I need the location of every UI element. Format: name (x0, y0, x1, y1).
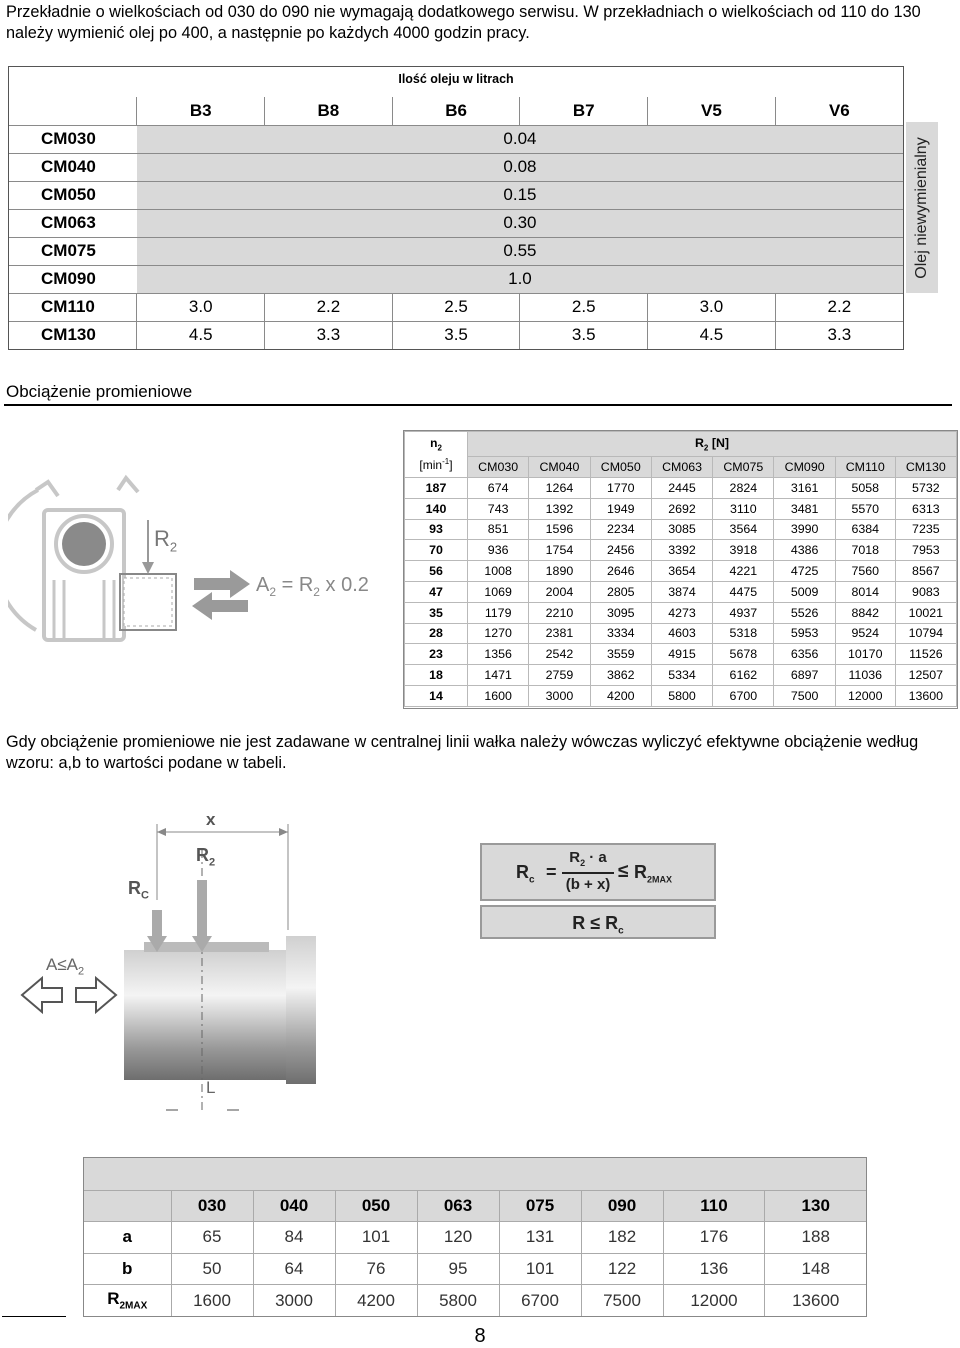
load-check-formula (480, 905, 716, 939)
oil-row (9, 125, 903, 153)
radial-value: 1754 (529, 540, 590, 561)
gearbox-radial-load-drawing (8, 470, 388, 650)
radial-row-speed: 47 (405, 581, 468, 602)
radial-value: 2445 (651, 478, 712, 499)
radial-value: 3564 (713, 519, 774, 540)
radial-value: 2234 (590, 519, 651, 540)
radial-value: 7560 (835, 561, 895, 582)
radial-value: 5800 (651, 685, 712, 706)
oil-value: 3.3 (775, 321, 903, 349)
radial-value: 7235 (895, 519, 956, 540)
oil-merged-value: 1.0 (137, 265, 903, 293)
radial-value: 5058 (835, 478, 895, 499)
oil-col-header: B6 (392, 97, 520, 125)
radial-value: 10170 (835, 644, 895, 665)
oil-row-label: CM075 (9, 237, 137, 265)
dim-col-header: 040 (253, 1190, 335, 1222)
radial-col-header: CM063 (651, 457, 712, 478)
dim-value: 122 (581, 1253, 663, 1285)
radial-value: 4386 (774, 540, 835, 561)
radial-value: 10021 (895, 602, 956, 623)
radial-value: 5009 (774, 581, 835, 602)
radial-row-speed: 70 (405, 540, 468, 561)
radial-value: 4475 (713, 581, 774, 602)
radial-value: 3918 (713, 540, 774, 561)
x-dimension-label: x (206, 810, 216, 829)
radial-value: 3334 (590, 623, 651, 644)
section-divider (4, 404, 952, 406)
oil-row-label: CM030 (9, 125, 137, 153)
oil-grid (9, 97, 903, 349)
oil-row-label: CM090 (9, 265, 137, 293)
dim-blank-cell (84, 1158, 866, 1190)
radial-col-header: CM040 (529, 457, 590, 478)
formula-denominator: (b + x) (565, 876, 611, 893)
radial-value: 5732 (895, 478, 956, 499)
dim-value: 101 (335, 1222, 417, 1254)
dim-header-row (84, 1190, 866, 1222)
radial-value: 1770 (590, 478, 651, 499)
radial-value: 1008 (468, 561, 529, 582)
radial-value: 4200 (590, 685, 651, 706)
radial-value: 3862 (590, 665, 651, 686)
radial-value: 1069 (468, 581, 529, 602)
oil-row-label: CM040 (9, 153, 137, 181)
dim-value: 101 (499, 1253, 581, 1285)
oil-col-header: V5 (648, 97, 776, 125)
radial-value: 8014 (835, 581, 895, 602)
dim-row-label: a (84, 1222, 171, 1254)
radial-value: 2210 (529, 602, 590, 623)
radial-value: 2456 (590, 540, 651, 561)
footnote-rule (2, 1316, 66, 1317)
formula-le: ≤ (618, 861, 629, 882)
load-check-text: $R \le R_c$ (572, 913, 624, 937)
oil-merged-value: 0.55 (137, 237, 903, 265)
oil-row-label: CM130 (41, 325, 96, 345)
radial-row (405, 685, 957, 706)
dim-value: 131 (499, 1222, 581, 1254)
radial-col-header: CM030 (468, 457, 529, 478)
dim-value: 3000 (253, 1285, 335, 1317)
radial-row-speed: 93 (405, 519, 468, 540)
effective-load-formula (480, 843, 716, 901)
oil-table-caption: Ilość oleju w litrach (398, 72, 514, 86)
radial-col-header: CM110 (835, 457, 895, 478)
radial-value: 6162 (713, 665, 774, 686)
radial-value: 5526 (774, 602, 835, 623)
radial-row (405, 478, 957, 499)
radial-value: 1392 (529, 498, 590, 519)
radial-columns-row (405, 457, 957, 478)
oil-value: 4.5 (137, 321, 265, 349)
fraction-bar (562, 872, 614, 874)
axial-limit-label: $A\le A_2$ (46, 955, 85, 978)
dim-value: 65 (171, 1222, 253, 1254)
radial-row (405, 561, 957, 582)
radial-value: 7953 (895, 540, 956, 561)
oil-row (9, 153, 903, 181)
radial-value: 1949 (590, 498, 651, 519)
radial-value: 5318 (713, 623, 774, 644)
radial-col-header: CM075 (713, 457, 774, 478)
radial-row-speed: 28 (405, 623, 468, 644)
radial-row-speed: 35 (405, 602, 468, 623)
radial-row (405, 644, 957, 665)
radial-value: 3110 (713, 498, 774, 519)
oil-quantity-table (8, 66, 904, 350)
dim-value: 148 (765, 1253, 866, 1285)
dim-value: 120 (417, 1222, 499, 1254)
radial-value: 4273 (651, 602, 712, 623)
page-number: 8 (474, 1325, 486, 1347)
section-title: Obciążenie promieniowe (6, 382, 193, 401)
radial-value: 4221 (713, 561, 774, 582)
radial-value: 3000 (529, 685, 590, 706)
radial-value: 1596 (529, 519, 590, 540)
oil-value: 2.2 (775, 293, 903, 321)
oil-merged-value: 0.04 (137, 125, 903, 153)
radial-value: 936 (468, 540, 529, 561)
radial-value: 851 (468, 519, 529, 540)
dim-value: 13600 (792, 1290, 840, 1310)
radial-row-speed: 23 (405, 644, 468, 665)
dim-row-label: b (84, 1253, 171, 1285)
radial-value: 3095 (590, 602, 651, 623)
radial-row (405, 623, 957, 644)
formula-numerator: $R_2 \cdot a$ (569, 849, 607, 868)
dim-col-header: 075 (499, 1190, 581, 1222)
oil-row-label: CM063 (9, 209, 137, 237)
radial-row-speed: 14 (405, 685, 468, 706)
dim-col-header: 030 (171, 1190, 253, 1222)
dim-col-header: 090 (581, 1190, 663, 1222)
l-dimension-label: L (206, 1078, 216, 1097)
oil-value: 3.5 (392, 321, 520, 349)
dim-value: 7500 (581, 1285, 663, 1317)
dim-col-header: 063 (417, 1190, 499, 1222)
radial-load-table (403, 430, 958, 709)
oil-row-label: CM050 (9, 181, 137, 209)
radial-row (405, 519, 957, 540)
dim-value: 176 (663, 1222, 765, 1254)
radial-value: 9524 (835, 623, 895, 644)
radial-value: 1890 (529, 561, 590, 582)
oil-col-header: B3 (137, 97, 265, 125)
radial-value: 2542 (529, 644, 590, 665)
radial-row-speed: 140 (405, 498, 468, 519)
oil-value: 3.5 (520, 321, 648, 349)
r2-force-label: $R_2$ (196, 845, 216, 869)
oil-row (9, 237, 903, 265)
radial-col-header: CM130 (895, 457, 956, 478)
dim-value: 1600 (171, 1285, 253, 1317)
oil-col-header: B7 (520, 97, 648, 125)
dim-value: 12000 (663, 1285, 765, 1317)
radial-value: 9083 (895, 581, 956, 602)
radial-value: 4725 (774, 561, 835, 582)
radial-value: 6700 (713, 685, 774, 706)
dim-corner (84, 1190, 171, 1222)
radial-value: 1356 (468, 644, 529, 665)
radial-value: 3161 (774, 478, 835, 499)
dim-row-b (84, 1253, 866, 1285)
radial-value: 2381 (529, 623, 590, 644)
radial-header-row (405, 432, 957, 457)
non-replaceable-oil-note: Olej niewymienialny (906, 122, 938, 293)
radial-value: 1179 (468, 602, 529, 623)
radial-row-speed: 187 (405, 478, 468, 499)
radial-value: 3481 (774, 498, 835, 519)
radial-value: 11526 (895, 644, 956, 665)
dim-value: 182 (581, 1222, 663, 1254)
dim-col-header: 050 (335, 1190, 417, 1222)
radial-value: 5570 (835, 498, 895, 519)
oil-merged-value: 0.08 (137, 153, 903, 181)
dimension-grid (84, 1158, 866, 1316)
dim-value: 64 (253, 1253, 335, 1285)
radial-row (405, 498, 957, 519)
radial-value: 4937 (713, 602, 774, 623)
dim-blank-row (84, 1158, 866, 1190)
dim-row-a (84, 1222, 866, 1254)
radial-col-header: CM090 (774, 457, 835, 478)
radial-value: 5334 (651, 665, 712, 686)
oil-value: 2.5 (392, 293, 520, 321)
oil-value: 2.2 (265, 293, 393, 321)
oil-value: 3.3 (265, 321, 393, 349)
radial-value: 3990 (774, 519, 835, 540)
radial-value: 3654 (651, 561, 712, 582)
radial-value: 6356 (774, 644, 835, 665)
dim-col-header: 110 (663, 1190, 765, 1222)
radial-value: 6313 (895, 498, 956, 519)
radial-value: 2805 (590, 581, 651, 602)
radial-value: 1270 (468, 623, 529, 644)
n2-header: $n_2$ $[\min^{-1}]$ (405, 432, 468, 478)
radial-value: 3559 (590, 644, 651, 665)
dim-row-label: $R_{2MAX}$ (84, 1285, 171, 1317)
radial-value: 8567 (895, 561, 956, 582)
radial-value: 2004 (529, 581, 590, 602)
shaft-dimension-table (83, 1157, 867, 1317)
oil-row (9, 209, 903, 237)
dim-value: 6700 (499, 1285, 581, 1317)
radial-row (405, 665, 957, 686)
radial-value: 1264 (529, 478, 590, 499)
radial-value: 4603 (651, 623, 712, 644)
radial-value: 6897 (774, 665, 835, 686)
oil-merged-value: 0.30 (137, 209, 903, 237)
radial-value: 2824 (713, 478, 774, 499)
radial-value: 11036 (835, 665, 895, 686)
oil-row (9, 181, 903, 209)
dim-value: 136 (663, 1253, 765, 1285)
radial-value: 6384 (835, 519, 895, 540)
radial-value: 13600 (895, 685, 956, 706)
radial-body (405, 478, 957, 707)
oil-value: 4.5 (648, 321, 776, 349)
radial-value: 4915 (651, 644, 712, 665)
intro-text: Przekładnie o wielkościach od 030 do 090 nie wymagają dodatkowego serwisu. W przekładniach o wielkościach od 110 do 130 należy wymienić olej po 400, a następnie po każdych 4000 godzin pracy. (6, 3, 921, 42)
radial-value: 5953 (774, 623, 835, 644)
formula-rhs: $R_{2MAX}$ (634, 862, 673, 885)
dim-value: 84 (253, 1222, 335, 1254)
dim-value: 76 (335, 1253, 417, 1285)
radial-value: 12507 (895, 665, 956, 686)
radial-value: 674 (468, 478, 529, 499)
radial-value: 2692 (651, 498, 712, 519)
oil-row (9, 321, 903, 349)
dim-value: 4200 (335, 1285, 417, 1317)
r2-header: $R_2$ [N] (468, 432, 957, 457)
dim-value: 5800 (417, 1285, 499, 1317)
dim-value: 188 (765, 1222, 866, 1254)
radial-grid (404, 431, 957, 707)
oil-merged-value: 0.15 (137, 181, 903, 209)
formula-equals: = (546, 862, 557, 882)
dim-row-r2max (84, 1285, 866, 1317)
r2-label: $R_2$ (154, 526, 178, 555)
radial-value: 12000 (835, 685, 895, 706)
radial-row-speed: 18 (405, 665, 468, 686)
formula-lhs: $R_c$ (516, 862, 535, 886)
oil-col-header: V6 (775, 97, 903, 125)
radial-value: 10794 (895, 623, 956, 644)
dim-value: 50 (171, 1253, 253, 1285)
oil-row (9, 265, 903, 293)
radial-value: 7018 (835, 540, 895, 561)
oil-col-header: B8 (265, 97, 393, 125)
oil-value: 3.0 (137, 293, 265, 321)
axial-load-formula: $A_2 = R_2$ x 0.2 (256, 574, 369, 599)
radial-row (405, 540, 957, 561)
oil-row-label: CM110 (9, 293, 137, 321)
dim-value: 95 (417, 1253, 499, 1285)
radial-value: 3874 (651, 581, 712, 602)
radial-value: 2759 (529, 665, 590, 686)
radial-value: 1600 (468, 685, 529, 706)
radial-value: 8842 (835, 602, 895, 623)
body-paragraph: Gdy obciążenie promieniowe nie jest zadawane w centralnej linii wałka należy wówczas wyliczyć efektywne obciążenie według wzoru: a,b to wartości podane w tabeli. (6, 733, 919, 772)
rc-force-label: $R_C$ (128, 878, 149, 902)
radial-row-speed: 56 (405, 561, 468, 582)
oil-header-row (9, 97, 903, 125)
radial-row (405, 602, 957, 623)
oil-corner (9, 97, 137, 125)
oil-row (9, 293, 903, 321)
radial-value: 1471 (468, 665, 529, 686)
radial-row (405, 581, 957, 602)
dim-col-header: 130 (765, 1190, 866, 1222)
radial-value: 3085 (651, 519, 712, 540)
radial-value: 743 (468, 498, 529, 519)
oil-value: 3.0 (648, 293, 776, 321)
oil-value: 2.5 (520, 293, 648, 321)
radial-col-header: CM050 (590, 457, 651, 478)
radial-value: 5678 (713, 644, 774, 665)
radial-value: 3392 (651, 540, 712, 561)
radial-value: 2646 (590, 561, 651, 582)
radial-value: 7500 (774, 685, 835, 706)
